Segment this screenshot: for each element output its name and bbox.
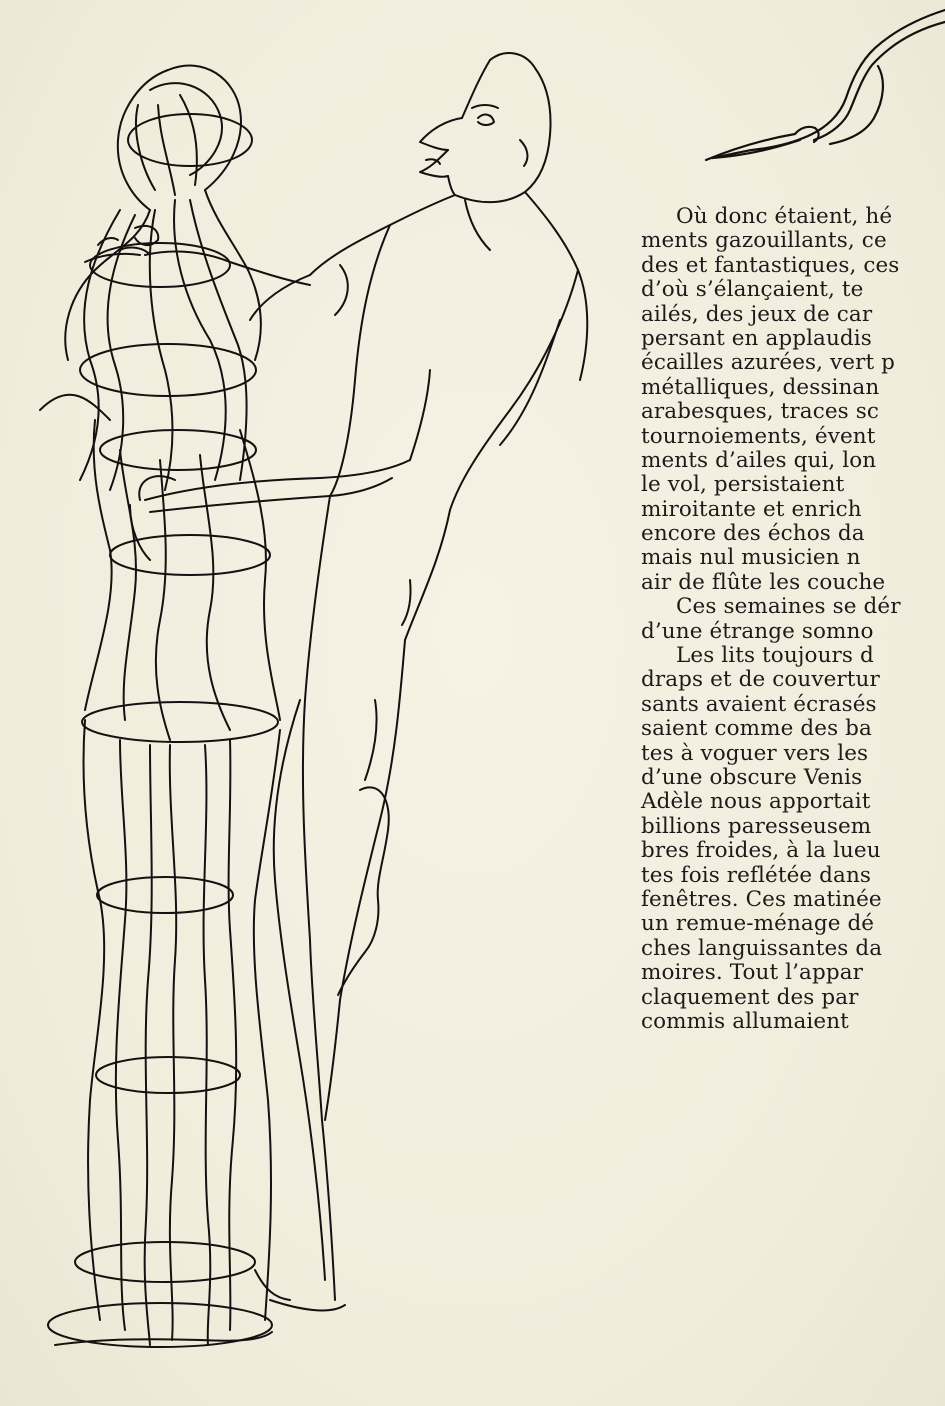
text-line: écailles azurées, vert p bbox=[641, 350, 896, 376]
text-line: draps et de couvertur bbox=[641, 667, 880, 693]
text-line: billions paresseusem bbox=[641, 813, 872, 839]
text-line: d’où s’élançaient, te bbox=[641, 277, 864, 303]
text-line: d’une étrange somno bbox=[641, 618, 874, 644]
text-line: tes à voguer vers les bbox=[641, 740, 869, 766]
text-line: commis allumaient bbox=[641, 1008, 849, 1034]
text-line: ments d’ailes qui, lon bbox=[641, 447, 877, 473]
text-line: moires. Tout l’appar bbox=[641, 960, 863, 986]
text-line: le vol, persistaient bbox=[641, 472, 845, 498]
text-line: arabesques, traces sc bbox=[641, 399, 880, 425]
text-line: Où donc étaient, hé bbox=[676, 204, 893, 229]
text-line: miroitante et enrich bbox=[641, 496, 862, 522]
text-line: encore des échos da bbox=[641, 521, 865, 547]
text-line: bres froides, à la lueu bbox=[641, 838, 881, 864]
text-line: des et fantastiques, ces bbox=[641, 252, 900, 278]
text-line: tes fois reflétée dans bbox=[641, 862, 872, 888]
text-line: sants avaient écrasés bbox=[641, 691, 877, 717]
text-line: mais nul musicien n bbox=[641, 545, 861, 571]
text-line: Ces semaines se dér bbox=[676, 594, 901, 620]
bird-drawing bbox=[706, 10, 945, 160]
text-line: d’une obscure Venis bbox=[641, 764, 863, 790]
dress-form-drawing bbox=[40, 66, 280, 1347]
man-figure-drawing bbox=[120, 53, 587, 1310]
text-line: Adèle nous apportait bbox=[641, 789, 871, 815]
text-line: fenêtres. Ces matinée bbox=[641, 886, 882, 912]
text-line: tournoiements, évent bbox=[641, 423, 876, 449]
text-line: un remue-ménage dé bbox=[641, 911, 875, 937]
body-text bbox=[641, 205, 945, 1034]
text-line: Les lits toujours d bbox=[676, 643, 874, 669]
text-line: saient comme des ba bbox=[641, 716, 872, 742]
text-line: persant en applaudis bbox=[641, 325, 872, 351]
text-line: ches languissantes da bbox=[641, 935, 883, 961]
text-line: ailés, des jeux de car bbox=[641, 301, 873, 327]
text-line: claquement des par bbox=[641, 984, 859, 1010]
text-line: air de flûte les couche bbox=[641, 569, 886, 595]
text-line: ments gazouillants, ce bbox=[641, 228, 887, 254]
text-line: métalliques, dessinan bbox=[641, 374, 880, 400]
